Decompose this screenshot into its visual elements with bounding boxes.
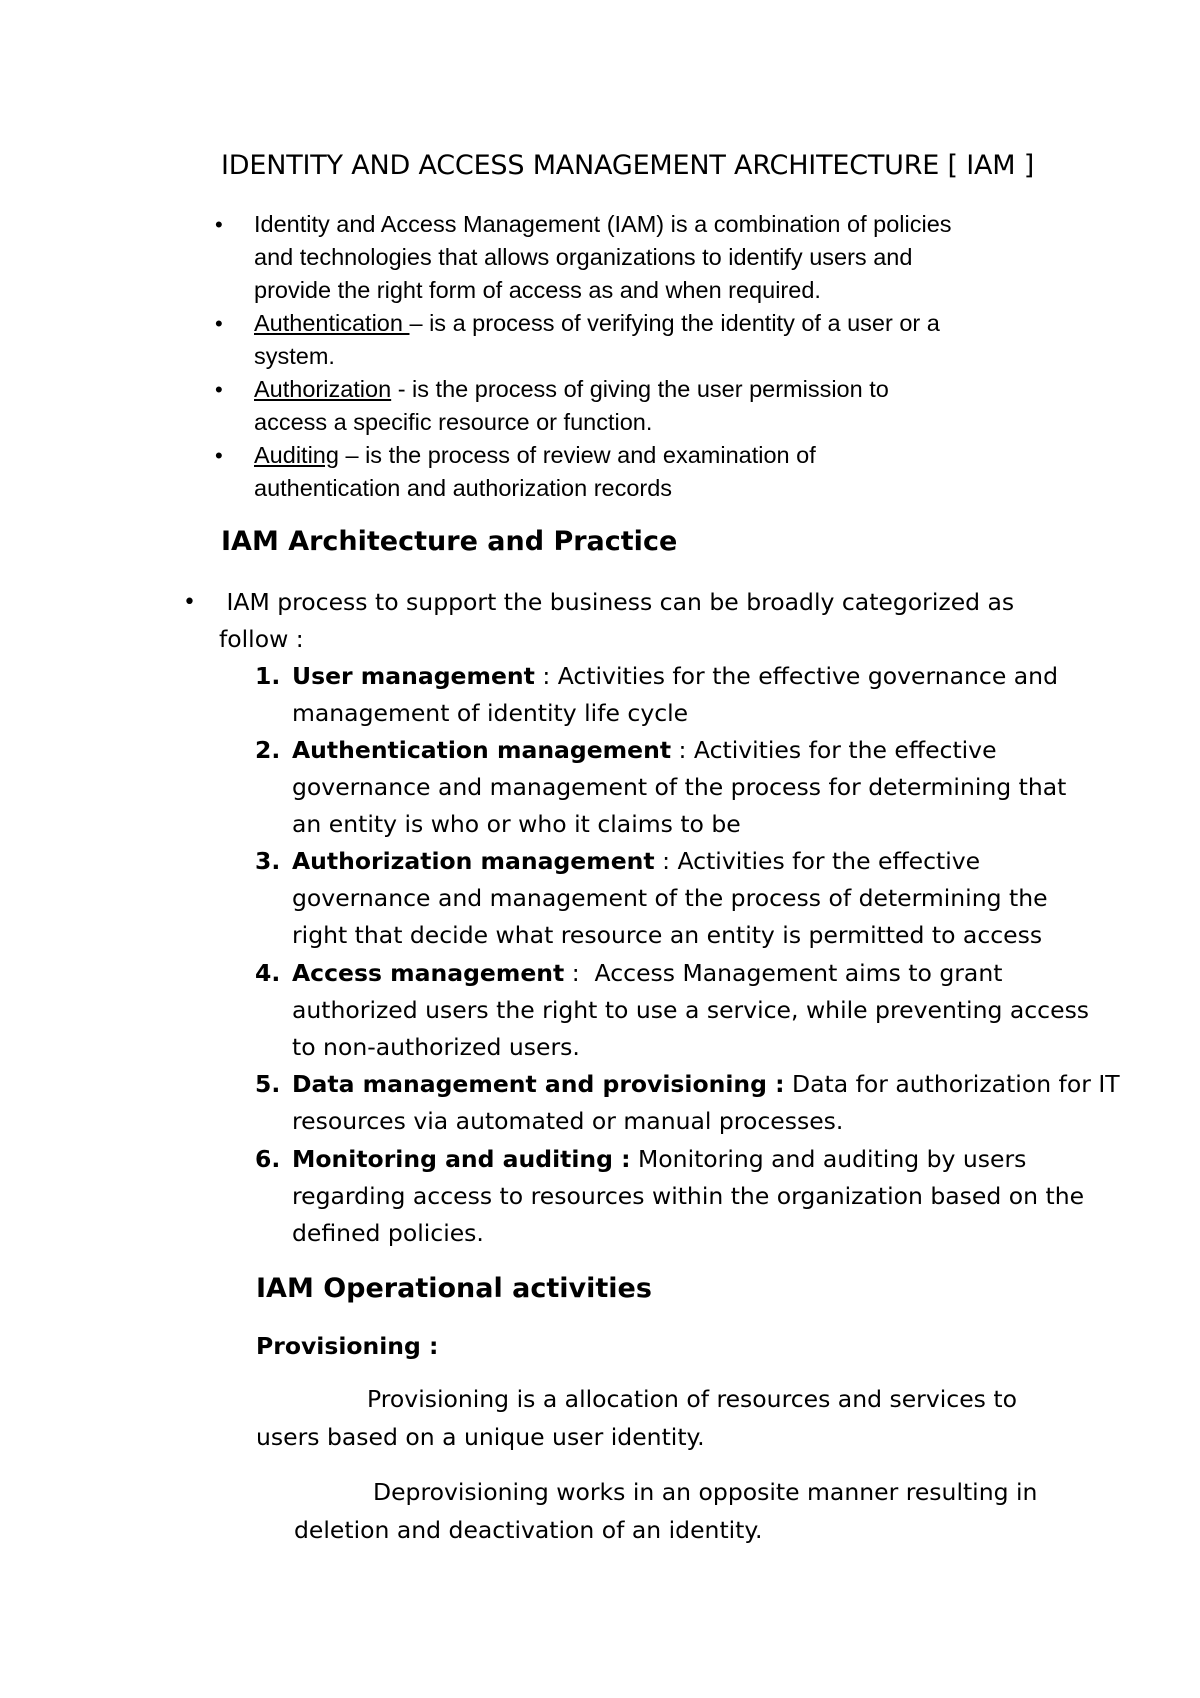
list-term: Access management — [292, 959, 565, 987]
list-term: Authorization management — [292, 847, 655, 875]
list-number: 4. — [255, 959, 281, 987]
list-line: governance and management of the process for determining that — [292, 773, 1067, 801]
list-text: Monitoring and auditing by users — [630, 1145, 1027, 1173]
document-title: IDENTITY AND ACCESS MANAGEMENT ARCHITECTURE [ IAM ] — [221, 150, 1035, 181]
list-line: resources via automated or manual processes. — [292, 1107, 844, 1135]
bullet-line: Identity and Access Management (IAM) is a combination of policies — [254, 211, 952, 237]
bullet-line: authentication and authorization records — [254, 475, 673, 501]
bullet-line: system. — [254, 343, 335, 369]
bullet-iam-definition — [215, 208, 1115, 307]
bullet-line: IAM process to support the business can be broadly categorized as — [219, 588, 1015, 616]
list-line: governance and management of the process of determining the — [292, 884, 1048, 912]
list-line: to non-authorized users. — [292, 1033, 580, 1061]
list-term: Data management and provisioning : — [292, 1070, 785, 1098]
list-number: 5. — [255, 1070, 281, 1098]
list-text: Data for authorization for IT — [784, 1070, 1120, 1098]
bullet-marker: • — [215, 443, 223, 468]
bullet-authentication — [215, 307, 1115, 373]
paragraph-line: deletion and deactivation of an identity. — [294, 1516, 763, 1544]
list-text: : Activities for the effective — [654, 847, 981, 875]
bullet-auditing — [215, 439, 1115, 505]
bullet-marker: • — [215, 311, 223, 336]
list-line: regarding access to resources within the organization based on the — [292, 1182, 1085, 1210]
definition-text: – is a process of verifying the identity of a user or a — [409, 310, 940, 336]
list-number: 3. — [255, 847, 281, 875]
paragraph-line: Provisioning is a allocation of resources and services to — [367, 1385, 1017, 1413]
paragraph-line: users based on a unique user identity. — [256, 1423, 705, 1451]
definition-text: – is the process of review and examination of — [338, 442, 816, 468]
list-text: : Activities for the effective governance and — [534, 662, 1058, 690]
list-number: 2. — [255, 736, 281, 764]
list-line: authorized users the right to use a service, while preventing access — [292, 996, 1090, 1024]
definition-text: - is the process of giving the user permission to — [391, 376, 889, 402]
list-line: an entity is who or who it claims to be — [292, 810, 741, 838]
list-number: 6. — [255, 1145, 281, 1173]
list-line: right that decide what resource an entity is permitted to access — [292, 921, 1043, 949]
list-line: management of identity life cycle — [292, 699, 689, 727]
bullet-authorization — [215, 373, 1115, 439]
bullet-line: provide the right form of access as and when required. — [254, 277, 821, 303]
list-line: defined policies. — [292, 1219, 484, 1247]
list-number: 1. — [255, 662, 281, 690]
list-term: Monitoring and auditing : — [292, 1145, 631, 1173]
subheading-provisioning: Provisioning : — [256, 1332, 439, 1360]
list-text: : Activities for the effective — [671, 736, 997, 764]
list-term: User management — [292, 662, 535, 690]
section-heading-operational: IAM Operational activities — [256, 1273, 652, 1304]
term-auditing: Auditing — [254, 442, 339, 468]
bullet-line: access a specific resource or function. — [254, 409, 653, 435]
list-term: Authentication management — [292, 736, 672, 764]
paragraph-line: Deprovisioning works in an opposite manner resulting in — [373, 1478, 1038, 1506]
bullet-marker: • — [183, 590, 196, 615]
bullet-line: and technologies that allows organizations to identify users and — [254, 244, 913, 270]
bullet-line: follow : — [219, 625, 304, 653]
term-authorization: Authorization — [254, 376, 392, 402]
list-text: : Access Management aims to grant — [564, 959, 1003, 987]
term-authentication: Authentication — [254, 310, 410, 336]
bullet-marker: • — [215, 212, 223, 237]
bullet-marker: • — [215, 377, 223, 402]
section-heading-architecture: IAM Architecture and Practice — [221, 526, 678, 557]
